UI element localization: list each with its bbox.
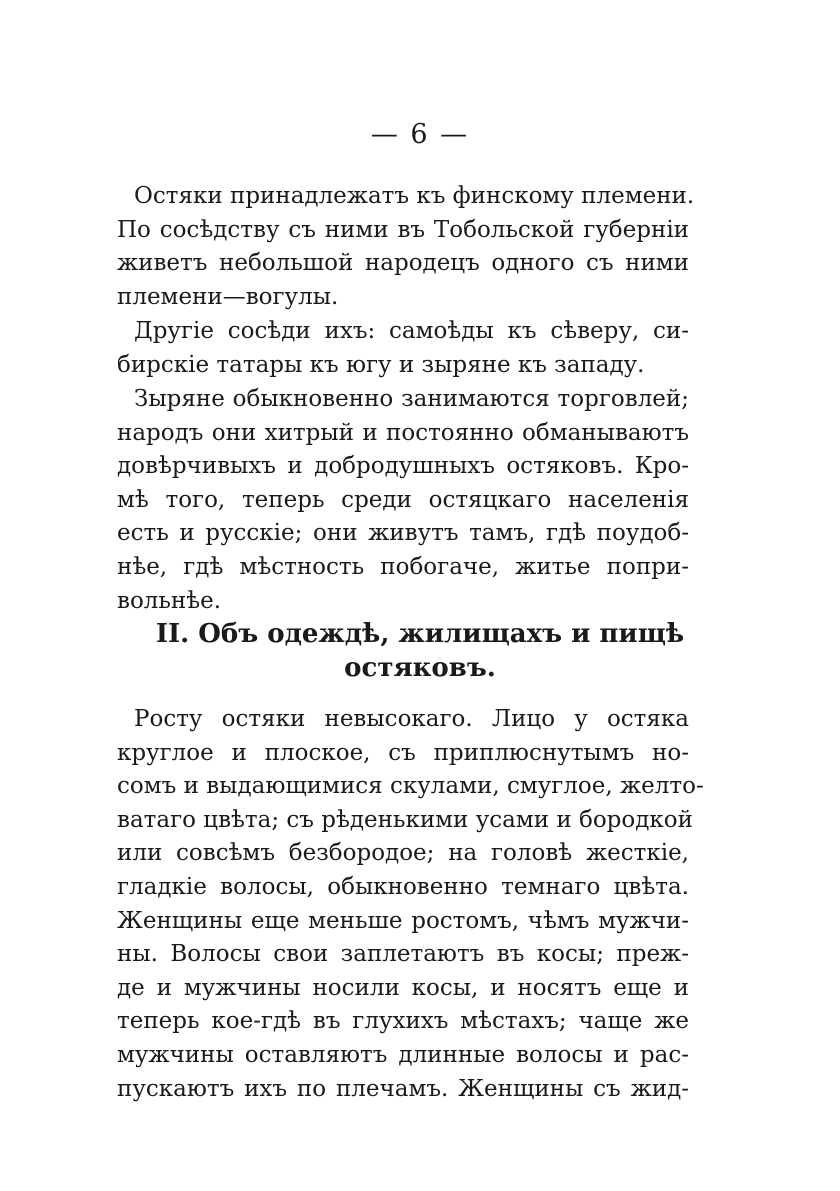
text-line: бирскіе татары къ югу и зыряне къ западу. [117,351,645,378]
page-number: — 6 — [370,119,470,150]
section-heading-line-2: остяковъ. [344,653,496,683]
text-line: теперь кое-гдѣ въ глухихъ мѣстахъ; чаще же [117,1008,689,1035]
text-line: Остяки принадлежатъ къ финскому племени. [134,183,695,209]
paragraph-1 [117,180,695,314]
text-line: Женщины еще меньше ростомъ, чѣмъ мужчи- [117,907,689,934]
section-heading-line-1: II. Объ одеждѣ, жилищахъ и пищѣ [155,619,685,649]
text-line: пускаютъ ихъ по плечамъ. Женщины съ жид- [117,1075,689,1102]
text-line: ны. Волосы свои заплетаютъ въ косы; преж- [117,941,689,968]
text-line: ватаго цвѣта; съ рѣденькими усами и бородкой [117,806,693,833]
text-line: Зыряне обыкновенно занимаются торговлей; [134,386,689,412]
text-line: мѣ того, теперь среди остяцкаго населенія [117,486,689,513]
text-line: племени—вогулы. [117,283,339,310]
text-line: вольнѣе. [117,587,222,614]
paragraph-2 [117,315,689,382]
text-line: Росту остяки невысокаго. Лицо у остяка [134,706,689,732]
text-line: гладкіе волосы, обыкновенно темнаго цвѣта. [117,873,689,900]
text-line: есть и русскіе; они живутъ тамъ, гдѣ поудоб- [117,520,689,547]
text-line: По сосѣдству съ ними въ Тобольской губерніи [117,216,689,243]
text-line: де и мужчины носили косы, и носятъ еще и [117,974,689,1001]
text-line: или совсѣмъ безбородое; на головѣ жесткіе, [117,840,689,867]
paragraph-3 [117,383,689,618]
text-line: Другіе сосѣди ихъ: самоѣды къ сѣверу, си- [134,318,689,344]
text-line: довѣрчивыхъ и добродушныхъ остяковъ. Кро- [117,453,689,480]
text-line: живетъ небольшой народецъ одного съ ними [117,250,689,277]
text-line: мужчины оставляютъ длинные волосы и рас- [117,1041,689,1068]
text-line: круглое и плоское, съ приплюснутымъ но- [117,739,689,766]
text-line: народъ они хитрый и постоянно обманываютъ [117,419,689,446]
paragraph-4 [117,703,704,1106]
text-line: нѣе, гдѣ мѣстность побогаче, житье попри- [117,553,689,580]
text-line: сомъ и выдающимися скулами, смуглое, желто- [117,773,704,800]
